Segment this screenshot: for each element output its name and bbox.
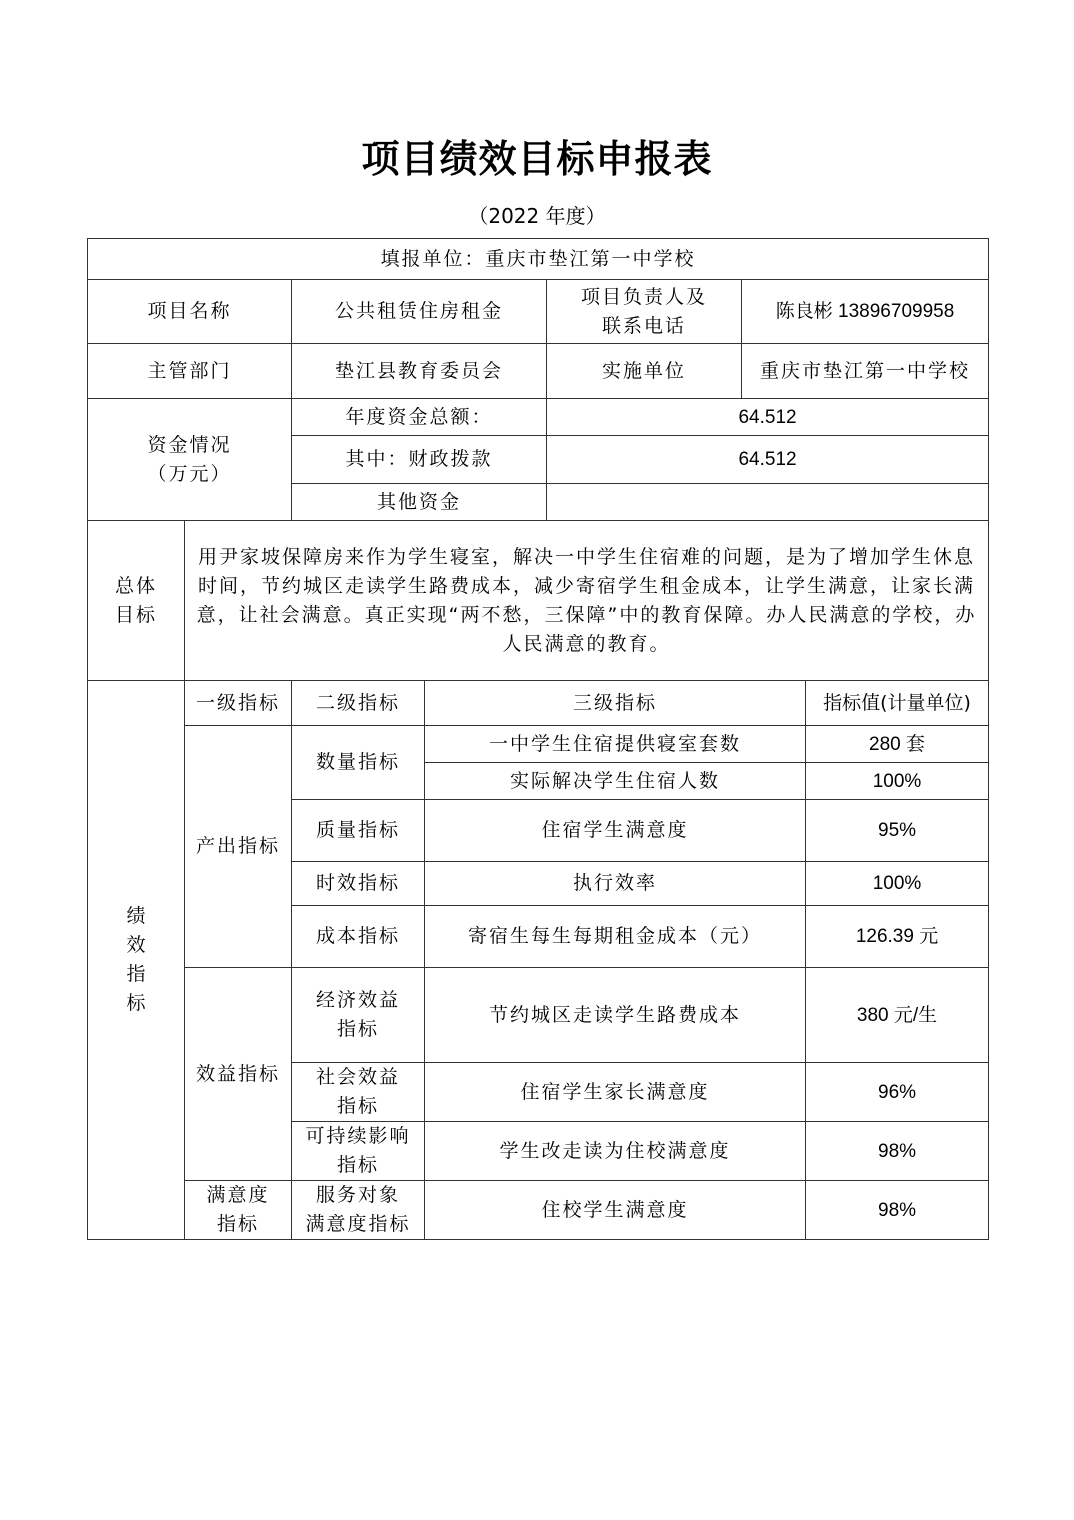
funds-fiscal-value: 64.512 <box>547 436 989 484</box>
section-char: 绩 <box>126 905 146 927</box>
social-benefit-label <box>292 1063 425 1122</box>
service-satisfaction-label <box>292 1181 425 1240</box>
overall-goal-label <box>88 521 185 681</box>
indicator-value: 100% <box>806 763 989 800</box>
overall-goal-text: 用尹家坡保障房来作为学生寝室，解决一中学生住宿难的问题，是为了增加学生休息时间，节约城区走读学生路费成本，减少寄宿学生租金成本，让学生满意，让家长满意，让社会满意。真正实现“两不愁，三保障”中的教育保障。办人民满意的学校，办人民满意的教育。 <box>185 521 989 681</box>
header-level1: 一级指标 <box>185 681 292 726</box>
service-satisfaction-label-line2: 满意度指标 <box>305 1213 411 1235</box>
service-satisfaction-label-line1: 服务对象 <box>315 1184 400 1206</box>
section-char: 标 <box>126 992 146 1014</box>
project-name-label: 项目名称 <box>88 280 292 344</box>
satisfaction-indicator-label-line2: 指标 <box>216 1213 259 1235</box>
economic-benefit-label-line1: 经济效益 <box>315 989 400 1011</box>
satisfaction-indicator-label-line1: 满意度 <box>206 1184 270 1206</box>
indicator-value: 95% <box>806 800 989 862</box>
indicator-value: 126.39 元 <box>806 906 989 968</box>
indicator-name: 住宿学生满意度 <box>425 800 806 862</box>
overall-goal-row <box>88 521 989 681</box>
quantity-indicator-label: 数量指标 <box>292 726 425 800</box>
performance-indicator-section-label <box>88 681 185 1240</box>
funds-other-label: 其他资金 <box>292 484 547 521</box>
funds-label-line1: 资金情况 <box>147 433 232 456</box>
indicator-value: 100% <box>806 862 989 906</box>
funds-total-row <box>88 399 989 436</box>
benefit-indicator-label: 效益指标 <box>185 968 292 1181</box>
page-title: 项目绩效目标申报表 <box>361 137 713 181</box>
implementing-unit-label: 实施单位 <box>547 344 742 399</box>
project-leader-label <box>547 280 742 344</box>
funds-total-label: 年度资金总额： <box>292 399 547 436</box>
sustainable-impact-label-line1: 可持续影响 <box>305 1125 411 1147</box>
output-indicator-label: 产出指标 <box>185 726 292 968</box>
funds-other-value <box>547 484 989 521</box>
indicator-name: 住宿学生家长满意度 <box>425 1063 806 1122</box>
indicator-value: 380 元/生 <box>806 968 989 1063</box>
performance-goal-table <box>87 238 989 1240</box>
funds-label-line2: （万元） <box>147 462 232 485</box>
fill-unit: 填报单位：重庆市垫江第一中学校 <box>88 239 989 280</box>
header-level3: 三级指标 <box>425 681 806 726</box>
project-name-value: 公共租赁住房租金 <box>292 280 547 344</box>
header-level2: 二级指标 <box>292 681 425 726</box>
economic-benefit-label <box>292 968 425 1063</box>
funds-total-value: 64.512 <box>547 399 989 436</box>
indicator-name: 节约城区走读学生路费成本 <box>425 968 806 1063</box>
table-row <box>88 1181 989 1240</box>
table-row <box>88 968 989 1063</box>
indicator-name: 学生改走读为住校满意度 <box>425 1122 806 1181</box>
funds-label <box>88 399 292 521</box>
page-subtitle-year: （2022 年度） <box>468 204 606 228</box>
section-char: 效 <box>126 934 146 956</box>
header-value: 指标值(计量单位) <box>806 681 989 726</box>
social-benefit-label-line2: 指标 <box>336 1095 379 1117</box>
overall-goal-label-line1: 总体 <box>114 574 157 597</box>
timeliness-indicator-label: 时效指标 <box>292 862 425 906</box>
funds-fiscal-label: 其中：财政拨款 <box>292 436 547 484</box>
department-row <box>88 344 989 399</box>
department-value: 垫江县教育委员会 <box>292 344 547 399</box>
fill-unit-row <box>88 239 989 280</box>
section-char: 指 <box>126 963 146 985</box>
table-row <box>88 726 989 763</box>
cost-indicator-label: 成本指标 <box>292 906 425 968</box>
social-benefit-label-line1: 社会效益 <box>315 1066 400 1088</box>
indicator-header-row <box>88 681 989 726</box>
indicator-name: 实际解决学生住宿人数 <box>425 763 806 800</box>
indicator-value: 280 套 <box>806 726 989 763</box>
project-leader-label-line2: 联系电话 <box>601 314 686 337</box>
economic-benefit-label-line2: 指标 <box>336 1018 379 1040</box>
sustainable-impact-label <box>292 1122 425 1181</box>
implementing-unit-value: 重庆市垫江第一中学校 <box>742 344 989 399</box>
indicator-name: 寄宿生每生每期租金成本（元） <box>425 906 806 968</box>
indicator-name: 执行效率 <box>425 862 806 906</box>
indicator-value: 96% <box>806 1063 989 1122</box>
overall-goal-label-line2: 目标 <box>114 603 157 626</box>
indicator-value: 98% <box>806 1181 989 1240</box>
indicator-name: 一中学生住宿提供寝室套数 <box>425 726 806 763</box>
project-leader-label-line1: 项目负责人及 <box>580 285 707 308</box>
project-row <box>88 280 989 344</box>
indicator-name: 住校学生满意度 <box>425 1181 806 1240</box>
project-leader-value: 陈良彬 13896709958 <box>742 280 989 344</box>
sustainable-impact-label-line2: 指标 <box>336 1154 379 1176</box>
satisfaction-indicator-label <box>185 1181 292 1240</box>
indicator-value: 98% <box>806 1122 989 1181</box>
quality-indicator-label: 质量指标 <box>292 800 425 862</box>
department-label: 主管部门 <box>88 344 292 399</box>
